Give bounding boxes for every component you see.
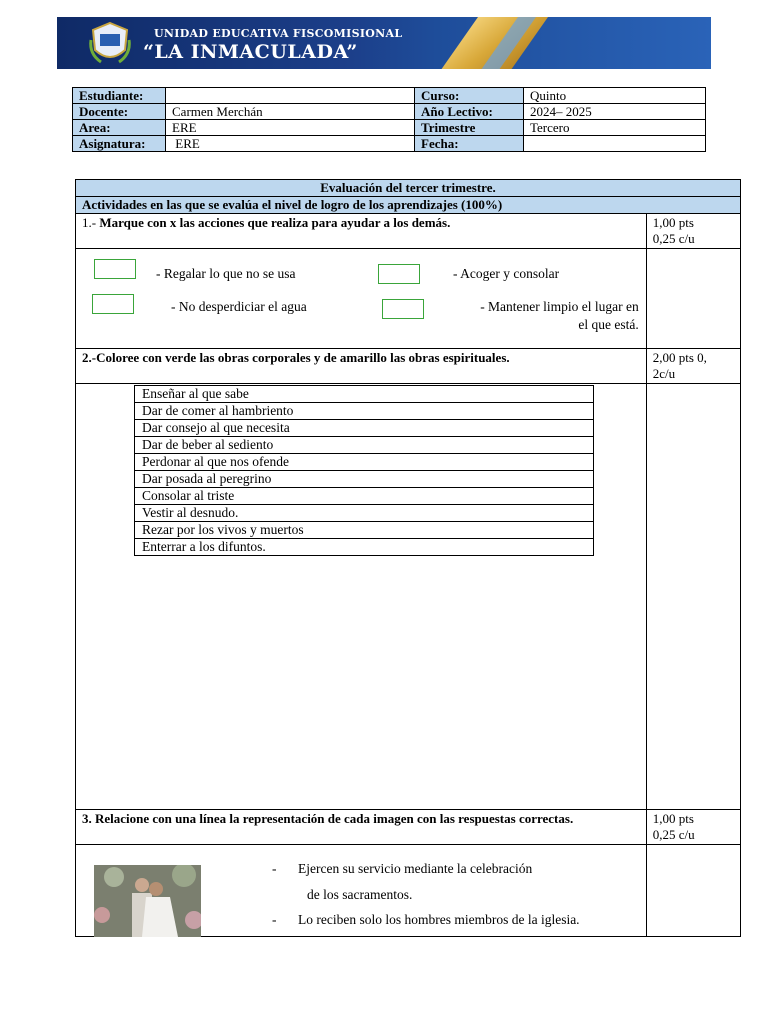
- question-3-points-total: 1,00 pts: [652, 811, 694, 826]
- date-label: Fecha:: [415, 136, 524, 152]
- student-field[interactable]: [166, 88, 415, 104]
- question-1-text: Marque con x las acciones que realiza para ayudar a los demás.: [99, 215, 451, 230]
- question-3-matching-points: [646, 845, 740, 937]
- question-2-points: [646, 349, 740, 384]
- work-row[interactable]: Dar de comer al hambriento: [135, 403, 594, 420]
- work-row[interactable]: Dar de beber al sediento: [135, 437, 594, 454]
- term-value: Tercero: [524, 120, 706, 136]
- course-value: Quinto: [524, 88, 706, 104]
- answer-2-bullet: -: [272, 912, 277, 927]
- checkbox-acoger[interactable]: [378, 264, 420, 284]
- teacher-label: Docente:: [73, 104, 166, 120]
- checkbox-agua[interactable]: [92, 294, 134, 314]
- evaluation-table: [75, 179, 741, 937]
- checkbox-limpio[interactable]: [382, 299, 424, 319]
- question-1-points-each: 0,25 c/u: [652, 231, 695, 246]
- works-of-mercy-table: [134, 385, 594, 556]
- subject-label: Asignatura:: [73, 136, 166, 152]
- question-3-matching: [76, 845, 647, 937]
- school-seal-icon: [87, 20, 133, 66]
- wedding-couple-icon: [94, 865, 201, 937]
- school-name-line2: “LA INMACULADA”: [143, 41, 358, 63]
- question-1-options-points: [646, 249, 740, 349]
- question-1: [76, 214, 647, 249]
- question-2-works-points: [646, 384, 740, 810]
- date-field[interactable]: [524, 136, 706, 152]
- student-label: Estudiante:: [73, 88, 166, 104]
- option-agua: - No desperdiciar el agua: [171, 299, 307, 314]
- question-3-points: [646, 810, 740, 845]
- school-year-label: Año Lectivo:: [415, 104, 524, 120]
- answer-1-bullet: -: [272, 861, 277, 876]
- question-3-text: 3. Relacione con una línea la representación de cada imagen con las respuestas correctas.: [82, 811, 574, 826]
- work-row[interactable]: Rezar por los vivos y muertos: [135, 522, 594, 539]
- question-1-options: [76, 249, 647, 349]
- work-row[interactable]: Dar posada al peregrino: [135, 471, 594, 488]
- course-label: Curso:: [415, 88, 524, 104]
- question-2-points-each: 2c/u: [652, 366, 676, 381]
- work-row[interactable]: Enseñar al que sabe: [135, 386, 594, 403]
- school-banner: [57, 17, 711, 69]
- question-2: [76, 349, 647, 384]
- question-1-points-total: 1,00 pts: [652, 215, 694, 230]
- question-3: [76, 810, 647, 845]
- area-label: Area:: [73, 120, 166, 136]
- work-row[interactable]: Perdonar al que nos ofende: [135, 454, 594, 471]
- school-name-line1: UNIDAD EDUCATIVA FISCOMISIONAL: [154, 27, 403, 40]
- evaluation-title: Evaluación del tercer trimestre.: [76, 180, 741, 197]
- answer-2: Lo reciben solo los hombres miembros de la iglesia.: [298, 912, 580, 927]
- question-2-works: [76, 384, 647, 810]
- question-1-points: [646, 214, 740, 249]
- wedding-photo: [94, 865, 201, 937]
- teacher-value: Carmen Merchán: [166, 104, 415, 120]
- answer-1-line2: de los sacramentos.: [307, 887, 413, 902]
- work-row[interactable]: Enterrar a los difuntos.: [135, 539, 594, 556]
- school-year-value: 2024– 2025: [524, 104, 706, 120]
- area-value: ERE: [166, 120, 415, 136]
- question-2-text: 2.-Coloree con verde las obras corporales y de amarillo las obras espirituales.: [82, 350, 510, 365]
- checkbox-regalar[interactable]: [94, 259, 136, 279]
- evaluation-subtitle: Actividades en las que se evalúa el nivel de logro de los aprendizajes (100%): [76, 197, 741, 214]
- work-row[interactable]: Dar consejo al que necesita: [135, 420, 594, 437]
- answer-1-line1: Ejercen su servicio mediante la celebración: [298, 861, 533, 876]
- work-row[interactable]: Consolar al triste: [135, 488, 594, 505]
- question-1-number: 1.-: [82, 215, 97, 230]
- option-limpio-cont: el que está.: [578, 317, 639, 332]
- subject-value: ERE: [166, 136, 415, 152]
- option-regalar: - Regalar lo que no se usa: [156, 266, 296, 281]
- term-label: Trimestre: [415, 120, 524, 136]
- work-row[interactable]: Vestir al desnudo.: [135, 505, 594, 522]
- student-info-table: [72, 87, 706, 152]
- option-limpio: - Mantener limpio el lugar en: [480, 299, 639, 314]
- question-3-points-each: 0,25 c/u: [652, 827, 695, 842]
- option-acoger: - Acoger y consolar: [453, 266, 560, 281]
- question-2-points-total: 2,00 pts 0,: [652, 350, 707, 365]
